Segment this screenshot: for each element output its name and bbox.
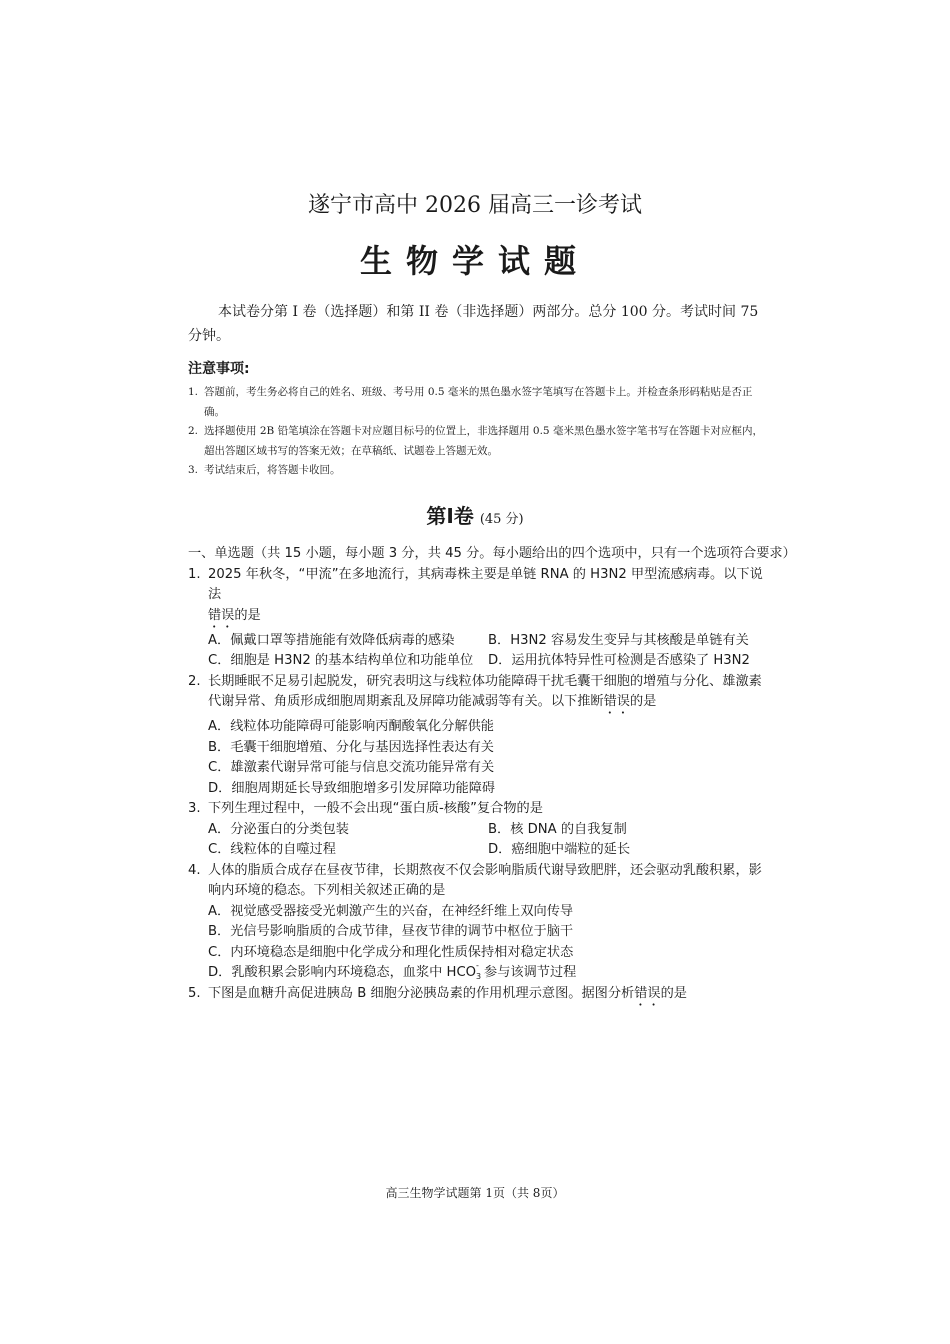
question-stem: 长期睡眠不足易引起脱发，研究表明这与线粒体功能障碍干扰毛囊干细胞的增殖与分化、雄激素代谢异常、角质形成细胞周期紊乱及屏障功能减弱等有关。以下推断错误的是 [208, 673, 762, 709]
option-b: B．H3N2 容易发生变异与其核酸是单链有关 [488, 632, 749, 648]
question-1 [188, 565, 768, 631]
notice-item [188, 383, 763, 422]
question-stem: 人体的脂质合成存在昼夜节律，长期熬夜不仅会影响脂质代谢导致肥胖，还会驱动乳酸积累，影响内环境的稳态。下列相关叙述正确的是 [208, 862, 762, 898]
option-b: B．光信号影响脂质的合成节律，昼夜节律的调节中枢位于脑干 [208, 924, 574, 939]
question-number: 1. [188, 566, 201, 582]
question-stem: 下图是血糖升高促进胰岛 B 细胞分泌胰岛素的作用机理示意图。据图分析错误的是 [208, 985, 687, 1001]
option-b: B．毛囊干细胞增殖、分化与基因选择性表达有关 [208, 739, 494, 755]
notice-item [188, 461, 763, 481]
exam-intro: 本试卷分第 I 卷（选择题）和第 II 卷（非选择题）两部分。总分 100 分。考试时间 75 分钟。 [188, 304, 759, 344]
part-one-score: (45 分) [479, 512, 524, 527]
option-a: A．分泌蛋白的分类包装 [208, 821, 349, 837]
question-stem: 下列生理过程中，一般不会出现“蛋白质-核酸”复合物的是 [208, 801, 543, 816]
question-1-options [208, 631, 768, 672]
option-d: D．乳酸积累会影响内环境稳态，血浆中 HCO - 3 参与该调节过程 [208, 961, 577, 981]
notice-item-text: 答题前，考生务必将自己的姓名、班级、考号用 0.5 毫米的黑色墨水签字笔填写在答题卡上。并检查条形码粘贴是否正确。 [204, 386, 753, 418]
option-c: C．雄激素代谢异常可能与信息交流功能异常有关 [208, 760, 495, 775]
emphasis-word: 错误 [603, 694, 630, 709]
question-3 [188, 799, 768, 820]
section-title: 一、单选题（共 15 小题，每小题 3 分，共 45 分。每小题给出的四个选项中，只有一个选项符合要求） [188, 546, 796, 561]
emphasis-word: 错误 [634, 985, 661, 1001]
option-a: A．线粒体功能障碍可能影响丙酮酸氧化分解供能 [208, 719, 494, 734]
notice-item-number: 2. [188, 425, 199, 437]
notice-item-text: 选择题使用 2B 铅笔填涂在答题卡对应题目标号的位置上，非选择题用 0.5 毫米黑色墨水签字笔书写在答题卡对应框内，超出答题区域书写的答案无效；在草稿纸、试题卷上答题无效。 [204, 425, 763, 457]
notice-item-number: 1. [188, 386, 199, 398]
question-2-options [208, 717, 768, 799]
notice-item-text: 考试结束后，将答题卡收回。 [204, 464, 341, 476]
notice-title: 注意事项: [188, 361, 250, 377]
question-section [188, 544, 796, 1009]
formula-superscript: - [476, 961, 479, 970]
emphasis-word: 错误 [208, 607, 235, 623]
notice-item-number: 3. [188, 464, 199, 476]
question-4 [188, 861, 768, 902]
question-number: 3. [188, 801, 201, 816]
question-stem: 2025 年秋冬，“甲流”在多地流行，其病毒株主要是单链 RNA 的 H3N2 甲型流感病毒。以下说法 错误的是 [208, 566, 763, 623]
option-b: B．核 DNA 的自我复制 [488, 821, 627, 837]
option-a: A．视觉感受器接受光刺激产生的兴奋，在神经纤维上双向传导 [208, 903, 574, 919]
notice-list [188, 383, 763, 481]
option-c: C．内环境稳态是细胞中化学成分和理化性质保持相对稳定状态 [208, 944, 574, 960]
question-3-options [208, 820, 768, 861]
question-number: 4. [188, 862, 201, 878]
option-d: D．细胞周期延长导致细胞增多引发屏障功能障碍 [208, 780, 496, 796]
formula-subscript: 3 [476, 972, 482, 981]
page-footer: 高三生物学试题第 1页（共 8页） [385, 1186, 565, 1200]
question-2 [188, 672, 768, 718]
option-d: D．运用抗体特异性可检测是否感染了 H3N2 [488, 653, 750, 668]
option-a: A．佩戴口罩等措施能有效降低病毒的感染 [208, 632, 455, 648]
question-4-options [208, 902, 768, 984]
exam-title: 遂宁市高中 2026 届高三一诊考试 [308, 193, 642, 218]
subject-title: 生物学试题 [359, 242, 590, 280]
question-number: 5. [188, 985, 201, 1001]
notice-item [188, 422, 763, 461]
part-one-heading [0, 500, 950, 529]
question-number: 2. [188, 673, 201, 689]
option-c: C．线粒体的自噬过程 [208, 842, 336, 857]
part-one-title: 第Ⅰ卷 [426, 504, 474, 528]
question-5 [188, 984, 768, 1009]
option-d: D．癌细胞中端粒的延长 [488, 842, 631, 857]
option-c: C．细胞是 H3N2 的基本结构单位和功能单位 [208, 653, 474, 668]
